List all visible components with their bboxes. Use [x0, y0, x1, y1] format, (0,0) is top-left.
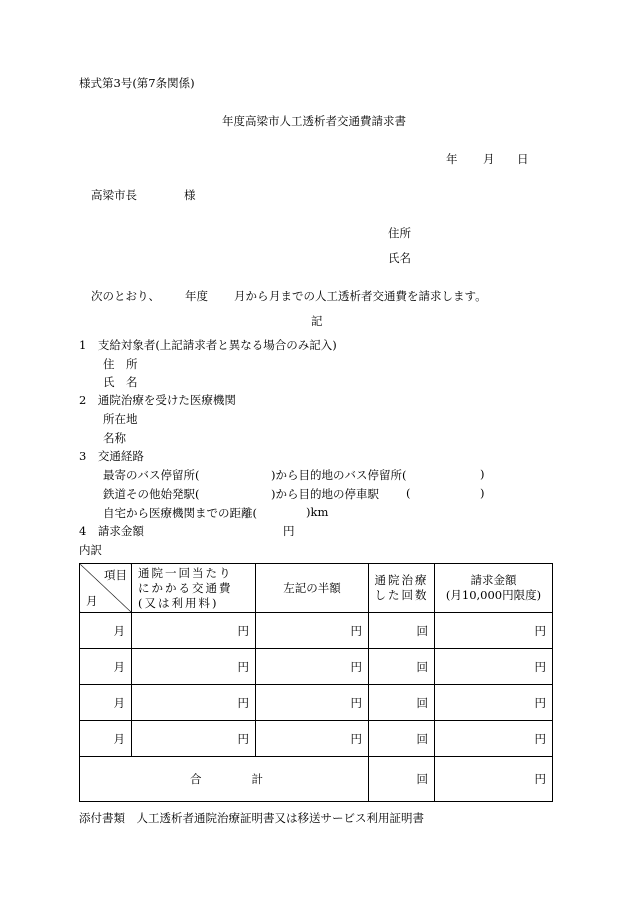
request-text-3: 月から: [234, 289, 269, 303]
col-fare-line1: 通院一回当たり: [138, 565, 233, 580]
breakdown-label: 内訳: [79, 543, 102, 557]
section2-location: 所在地: [103, 412, 138, 426]
bus-route-b: )から目的地のバス停留所(: [271, 468, 407, 482]
month-cell: 月: [80, 721, 132, 757]
amount-cell: 円: [435, 649, 553, 685]
rail-route-b: )から目的地の停車駅: [271, 487, 379, 501]
col-amount-header: [435, 564, 553, 613]
total-count-cell: 回: [369, 757, 435, 802]
amount-cell: 円: [435, 685, 553, 721]
home-distance-b: )km: [306, 505, 329, 519]
rail-route-c: (: [406, 486, 411, 500]
home-distance-a: 自宅から医療機関までの距離(: [103, 506, 257, 520]
col-amount-line2: (月10,000円限度): [445, 588, 542, 602]
section2-heading: 2 通院治療を受けた医療機関: [79, 393, 236, 407]
col-half-header: 左記の半額: [256, 564, 369, 613]
table-total-row: [80, 757, 553, 802]
fare-cell: 円: [132, 721, 256, 757]
form-number: 様式第3号(第7条関係): [79, 76, 195, 90]
section1-address: 住 所: [103, 357, 138, 371]
table-header-row: [80, 564, 553, 613]
amount-cell: 円: [435, 721, 553, 757]
col-count-header: [369, 564, 435, 613]
count-cell: 回: [369, 721, 435, 757]
date-month-label: 月: [483, 152, 495, 166]
request-text-4: 月までの人工透析者交通費を請求します。: [269, 289, 487, 303]
section2-name: 名称: [103, 431, 126, 445]
month-cell: 月: [80, 649, 132, 685]
section3-heading: 3 交通経路: [79, 449, 144, 463]
fare-cell: 円: [132, 649, 256, 685]
month-cell: 月: [80, 613, 132, 649]
half-cell: 円: [256, 685, 369, 721]
fare-cell: 円: [132, 613, 256, 649]
breakdown-table: [79, 563, 553, 802]
table-row: [80, 649, 553, 685]
total-label-b: 計: [251, 772, 263, 786]
col-count-line2: した回数: [374, 588, 429, 602]
corner-month-label: 月: [86, 594, 98, 608]
rail-route-a: 鉄道その他始発駅(: [103, 487, 200, 501]
date-year-label: 年: [446, 152, 458, 166]
half-cell: 円: [256, 649, 369, 685]
col-fare-header: [132, 564, 256, 613]
addressee-honorific: 様: [184, 188, 196, 202]
addressee-name: 高梁市長: [91, 188, 137, 202]
total-label-a: 合: [190, 772, 202, 786]
applicant-name-label: 氏名: [388, 251, 411, 265]
document-title: 年度高梁市人工透析者交通費請求書: [222, 114, 406, 128]
section1-heading: 1 支給対象者(上記請求者と異なる場合のみ記入): [79, 338, 337, 352]
ki-mark: 記: [311, 314, 323, 328]
request-text-1: 次のとおり、: [91, 289, 160, 303]
corner-item-label: 項目: [104, 568, 127, 582]
attachment-note: 添付書類 人工透析者通院治療証明書又は移送サービス利用証明書: [79, 811, 424, 825]
request-text-2: 年度: [185, 289, 208, 303]
corner-cell: [80, 564, 132, 613]
count-cell: 回: [369, 649, 435, 685]
col-amount-line1: 請求金額: [470, 573, 517, 587]
section4-heading: 4 請求金額: [79, 524, 144, 538]
count-cell: 回: [369, 613, 435, 649]
bus-route-a: 最寄のバス停留所(: [103, 468, 200, 482]
count-cell: 回: [369, 685, 435, 721]
table-row: [80, 721, 553, 757]
col-fare-line2: にかかる交通費: [138, 580, 233, 595]
total-amount-cell: 円: [435, 757, 553, 802]
col-count-line1: 通院治療: [374, 573, 429, 587]
section4-unit: 円: [283, 524, 295, 538]
total-label-cell: [80, 757, 369, 802]
section1-name: 氏 名: [103, 375, 138, 389]
half-cell: 円: [256, 721, 369, 757]
fare-cell: 円: [132, 685, 256, 721]
bus-route-c: ): [480, 467, 485, 481]
month-cell: 月: [80, 685, 132, 721]
table-row: [80, 685, 553, 721]
col-fare-line3: (又は利用料): [138, 595, 219, 610]
half-cell: 円: [256, 613, 369, 649]
table-row: [80, 613, 553, 649]
rail-route-d: ): [480, 486, 485, 500]
applicant-address-label: 住所: [388, 226, 411, 240]
date-day-label: 日: [517, 152, 529, 166]
amount-cell: 円: [435, 613, 553, 649]
